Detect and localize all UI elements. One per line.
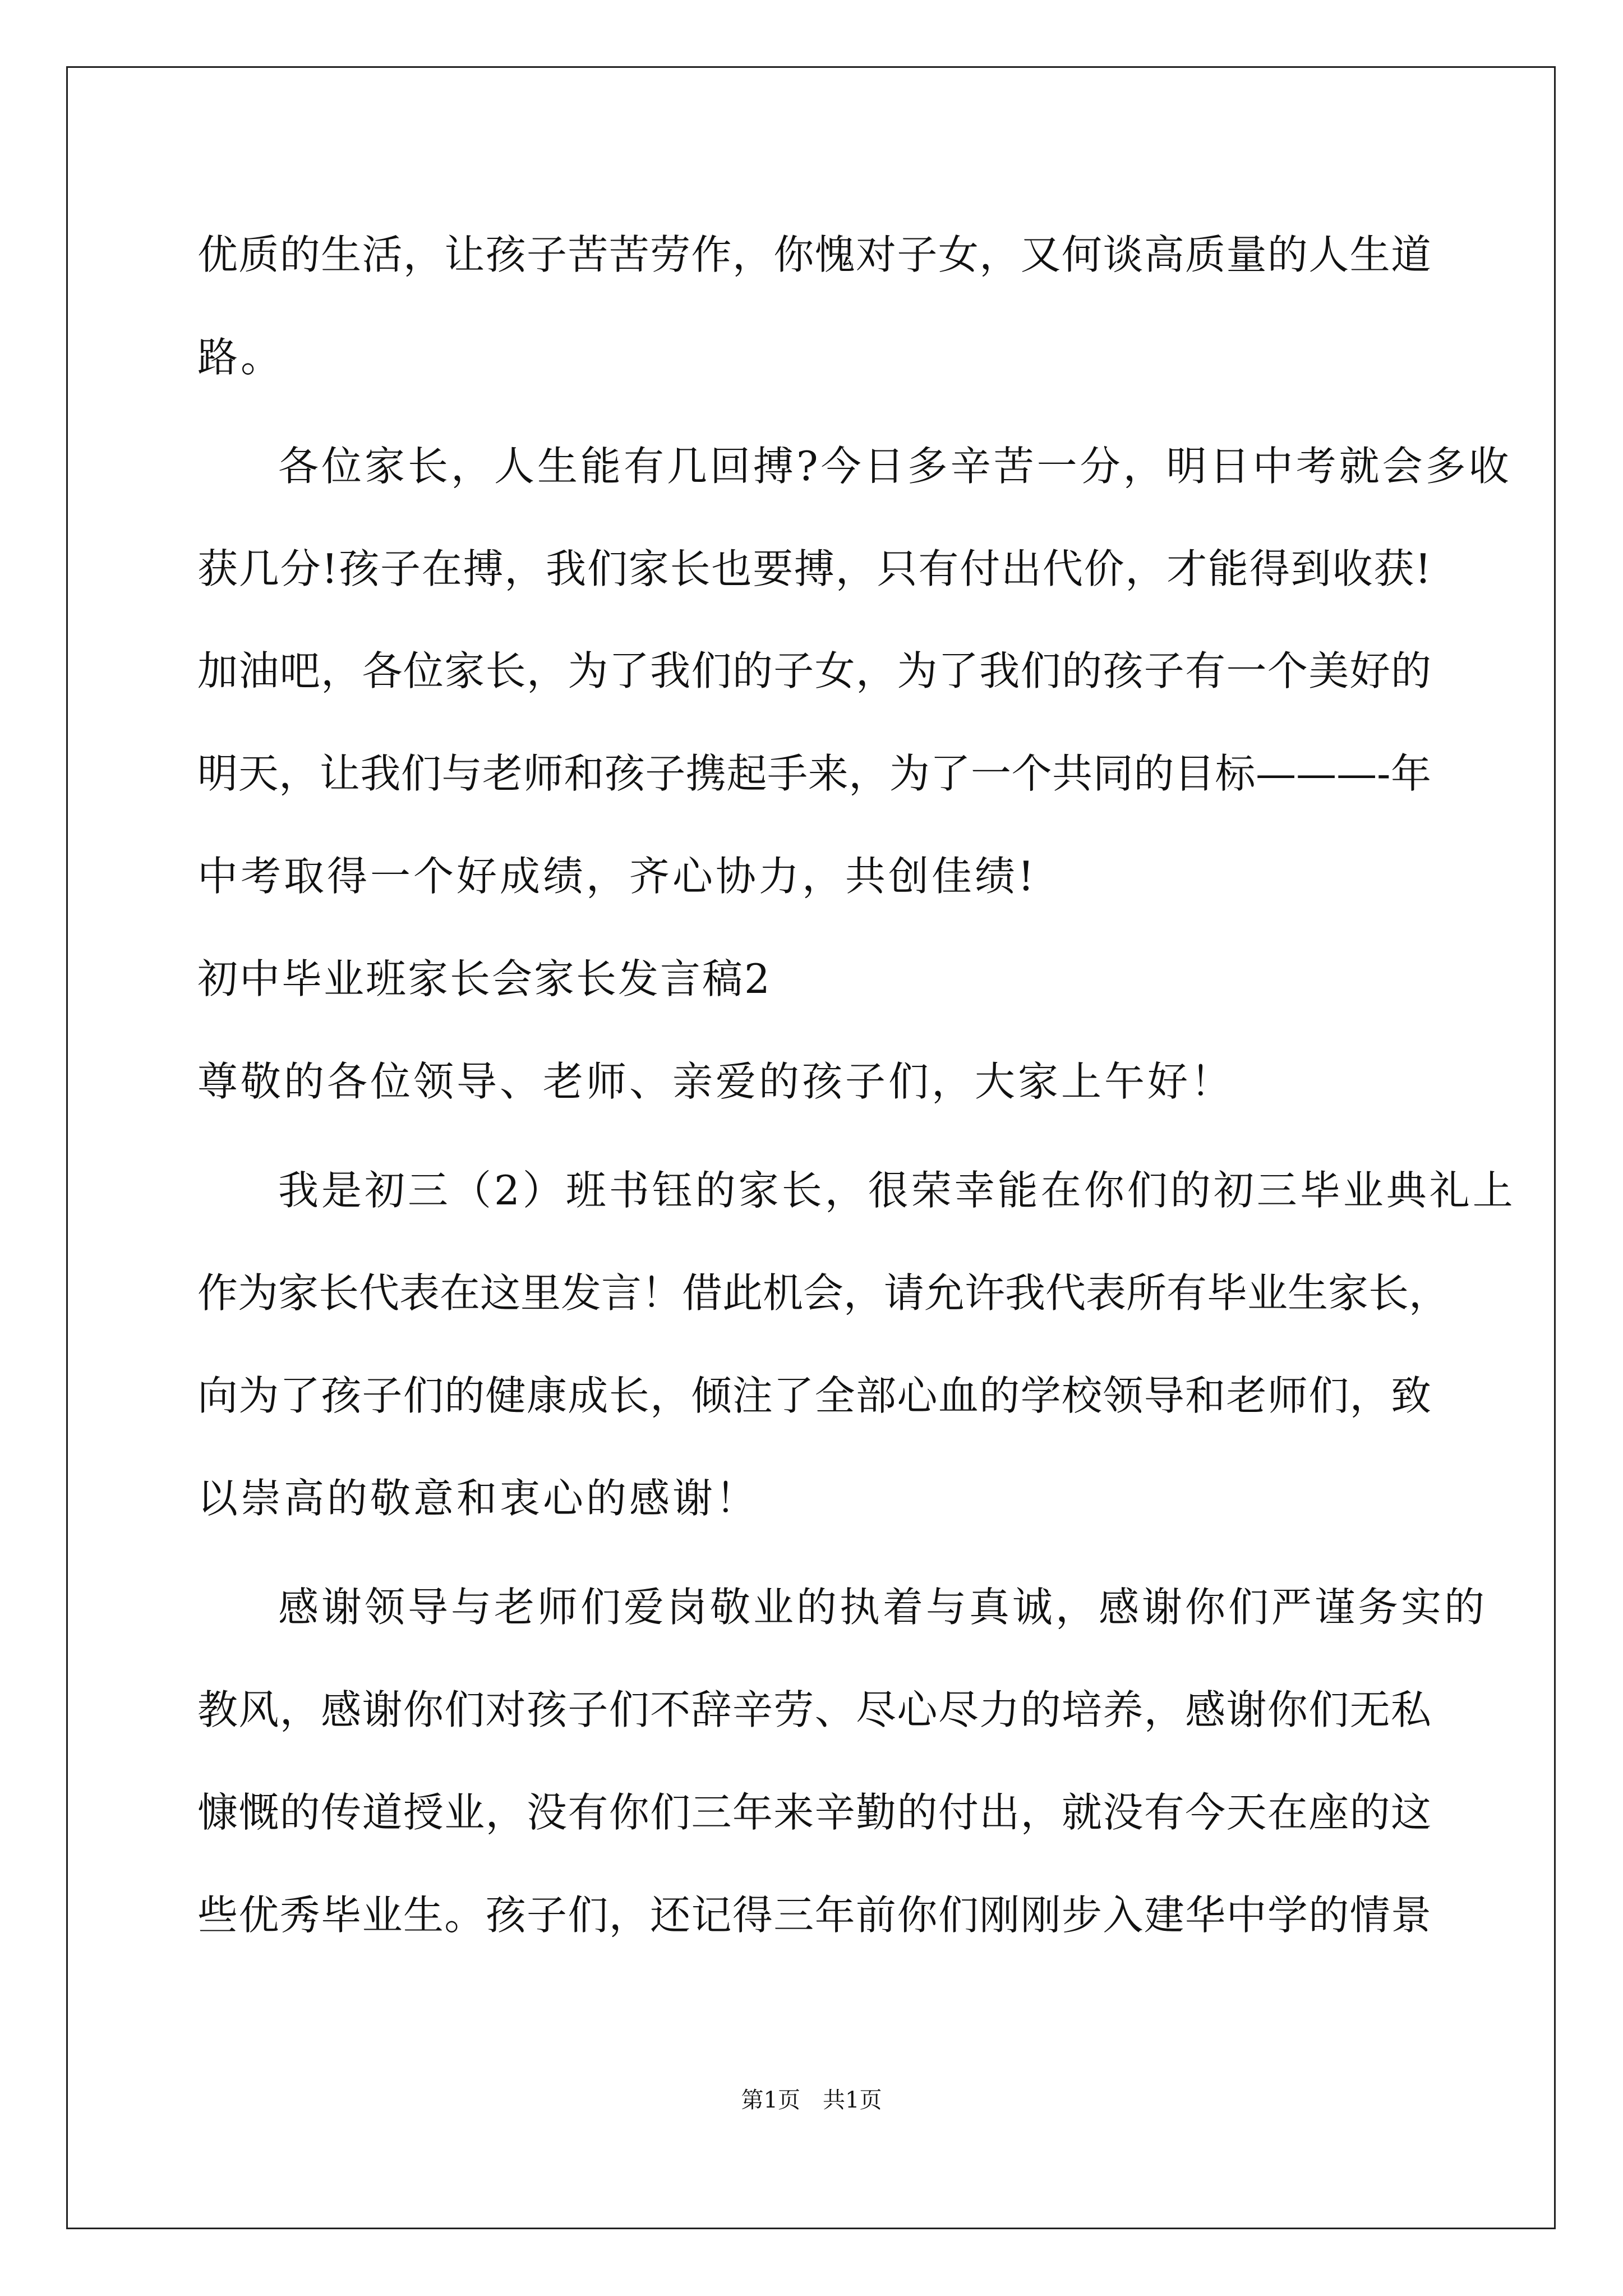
text-line: 获几分!孩子在搏，我们家长也要搏，只有付出代价，才能得到收获! — [197, 545, 1431, 592]
salutation: 尊敬的各位领导、老师、亲爱的孩子们，大家上午好！ — [197, 1058, 1234, 1105]
text-line: 路。 — [197, 334, 284, 381]
text-line: 向为了孩子们的健康成长，倾注了全部心血的学校领导和老师们，致 — [197, 1372, 1431, 1419]
text-line: 作为家长代表在这里发言！借此机会，请允许我代表所有毕业生家长， — [197, 1269, 1450, 1317]
text-line: 我是初三（2）班书钰的家长，很荣幸能在你们的初三毕业典礼上 — [278, 1167, 1516, 1214]
section-heading: 初中毕业班家长会家长发言稿2 — [197, 955, 772, 1002]
text-line: 教风，感谢你们对孩子们不辞辛劳、尽心尽力的培养，感谢你们无私 — [197, 1686, 1431, 1733]
text-line: 中考取得一个好成绩，齐心协力，共创佳绩! — [197, 853, 1037, 900]
text-line: 些优秀毕业生。孩子们，还记得三年前你们刚刚步入建华中学的情景 — [197, 1892, 1431, 1939]
text-line: 加油吧，各位家长，为了我们的子女，为了我们的孩子有一个美好的 — [197, 647, 1431, 694]
text-line: 优质的生活，让孩子苦苦劳作，你愧对子女，又何谈高质量的人生道 — [197, 231, 1431, 278]
page-number: 第1页 — [741, 2087, 800, 2113]
page-total: 共1页 — [823, 2087, 882, 2113]
page-footer — [0, 2085, 1623, 2116]
text-line: 感谢领导与老师们爱岗敬业的执着与真诚，感谢你们严谨务实的 — [278, 1584, 1488, 1631]
text-line: 明天，让我们与老师和孩子携起手来，为了一个共同的目标———-年 — [197, 750, 1431, 797]
text-line: 以崇高的敬意和衷心的感谢！ — [197, 1475, 759, 1522]
text-line: 慷慨的传道授业，没有你们三年来辛勤的付出，就没有今天在座的这 — [197, 1789, 1431, 1836]
text-line: 各位家长，人生能有几回搏?今日多辛苦一分，明日中考就会多收 — [278, 443, 1512, 490]
